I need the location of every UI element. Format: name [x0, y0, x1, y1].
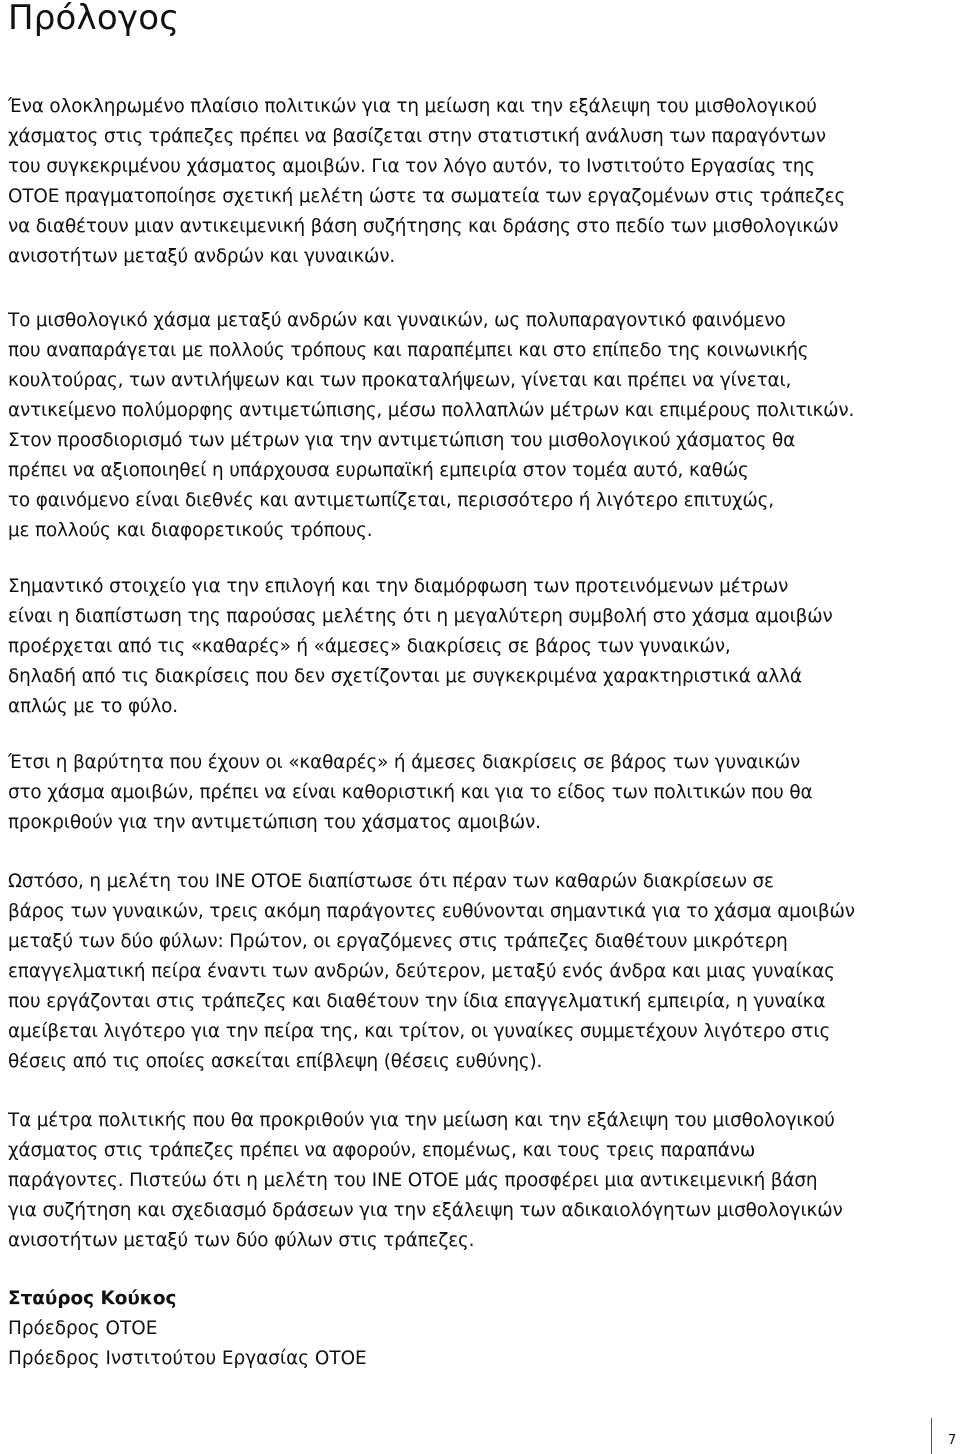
paragraph-policy	[8, 1106, 952, 1256]
text-line: Σημαντικό στοιχείο για την επιλογή και την διαμόρφωση των προτεινόμενων μέτρων	[8, 576, 789, 597]
signatory-role: Πρόεδρος Ινστιτούτου Εργασίας ΟΤΟΕ	[8, 1348, 367, 1369]
text-line: αμείβεται λιγότερο για την πείρα της, και τρίτον, οι γυναίκες συμμετέχουν λιγότερο στις	[8, 1021, 831, 1042]
text-line: του συγκεκριμένου χάσματος αμοιβών. Για τον λόγο αυτόν, το Ινστιτούτο Εργασίας της	[8, 156, 815, 177]
text-line: δηλαδή από τις διακρίσεις που δεν σχετίζονται με συγκεκριμένα χαρακτηριστικά αλλά	[8, 666, 802, 687]
page-number-footer	[931, 1418, 960, 1454]
page-number: 7	[948, 1433, 957, 1448]
text-line: που αναπαράγεται με πολλούς τρόπους και παραπέμπει και στο επίπεδο της κοινωνικής	[8, 340, 809, 361]
text-line: ΟΤΟΕ πραγματοποίησε σχετική μελέτη ώστε τα σωματεία των εργαζομένων στις τράπεζες	[8, 186, 846, 207]
text-line: Ένα ολοκληρωμένο πλαίσιο πολιτικών για τη μείωση και την εξάλειψη του μισθολογικού	[8, 96, 817, 117]
text-line: για συζήτηση και σχεδιασμό δράσεων για την εξάλειψη των αδικαιολόγητων μισθολογικών	[8, 1200, 843, 1221]
text-line: ανισοτήτων μεταξύ ανδρών και γυναικών.	[8, 246, 396, 267]
text-line: το φαινόμενο είναι διεθνές και αντιμετωπίζεται, περισσότερο ή λιγότερο επιτυχώς,	[8, 490, 774, 511]
text-line: Τα μέτρα πολιτικής που θα προκριθούν για την μείωση και την εξάλειψη του μισθολογικού	[8, 1110, 835, 1131]
text-line: Ωστόσο, η μελέτη του ΙΝΕ ΟΤΟΕ διαπίστωσε ότι πέραν των καθαρών διακρίσεων σε	[8, 871, 774, 892]
text-line: απλώς με το φύλο.	[8, 696, 178, 717]
text-line: μεταξύ των δύο φύλων: Πρώτον, οι εργαζόμενες στις τράπεζες διαθέτουν μικρότερη	[8, 931, 788, 952]
text-line: που εργάζονται στις τράπεζες και διαθέτουν την ίδια επαγγελματική εμπειρία, η γυναίκα	[8, 991, 826, 1012]
text-line: χάσματος στις τράπεζες πρέπει να βασίζεται στην στατιστική ανάλυση των παραγόντων	[8, 126, 826, 147]
text-line: Έτσι η βαρύτητα που έχουν οι «καθαρές» ή άμεσες διακρίσεις σε βάρος των γυναικών	[8, 752, 801, 773]
paragraph-intro	[8, 92, 952, 272]
text-line: αντικείμενο πολύμορφης αντιμετώπισης, μέσω πολλαπλών μέτρων και επιμέρους πολιτικών.	[8, 400, 855, 421]
text-line: χάσματος στις τράπεζες πρέπει να αφορούν, επομένως, και τους τρεις παραπάνω	[8, 1140, 756, 1161]
text-line: με πολλούς και διαφορετικούς τρόπους.	[8, 520, 373, 541]
signatory-role: Πρόεδρος ΟΤΟΕ	[8, 1318, 158, 1339]
paragraph-discrimination	[8, 572, 952, 722]
text-line: Το μισθολογικό χάσμα μεταξύ ανδρών και γυναικών, ως πολυπαραγοντικό φαινόμενο	[8, 310, 786, 331]
text-line: Στον προσδιορισμό των μέτρων για την αντιμετώπιση του μισθολογικού χάσματος θα	[8, 430, 796, 451]
signatory-name: Σταύρος Κούκος	[8, 1288, 177, 1309]
text-line: επαγγελματική πείρα έναντι των ανδρών, δεύτερον, μεταξύ ενός άνδρα και μιας γυναίκας	[8, 961, 835, 982]
footer-divider	[931, 1418, 932, 1454]
page-title: Πρόλογος	[8, 0, 180, 38]
text-line: ανισοτήτων μεταξύ των δύο φύλων στις τράπεζες.	[8, 1230, 475, 1251]
text-line: κουλτούρας, των αντιλήψεων και των προκαταλήψεων, γίνεται και πρέπει να γίνεται,	[8, 370, 792, 391]
text-line: είναι η διαπίστωση της παρούσας μελέτης ότι η μεγαλύτερη συμβολή στο χάσμα αμοιβών	[8, 606, 833, 627]
paragraph-gender-gap	[8, 306, 952, 546]
text-line: πρέπει να αξιοποιηθεί η υπάρχουσα ευρωπαϊκή εμπειρία στον τομέα αυτό, καθώς	[8, 460, 749, 481]
paragraph-factors	[8, 867, 952, 1077]
text-line: να διαθέτουν μιαν αντικειμενική βάση συζήτησης και δράσης στο πεδίο των μισθολογικών	[8, 216, 839, 237]
text-line: προκριθούν για την αντιμετώπιση του χάσματος αμοιβών.	[8, 812, 541, 833]
text-line: παράγοντες. Πιστεύω ότι η μελέτη του ΙΝΕ ΟΤΟΕ μάς προσφέρει μια αντικειμενική βάση	[8, 1170, 818, 1191]
paragraph-weight	[8, 748, 952, 838]
text-line: προέρχεται από τις «καθαρές» ή «άμεσες» διακρίσεις σε βάρος των γυναικών,	[8, 636, 731, 657]
signature-block	[8, 1284, 367, 1374]
text-line: θέσεις από τις οποίες ασκείται επίβλεψη (θέσεις ευθύνης).	[8, 1051, 543, 1072]
text-line: στο χάσμα αμοιβών, πρέπει να είναι καθοριστική και για το είδος των πολιτικών που θα	[8, 782, 813, 803]
text-line: βάρος των γυναικών, τρεις ακόμη παράγοντες ευθύνονται σημαντικά για το χάσμα αμοιβών	[8, 901, 855, 922]
